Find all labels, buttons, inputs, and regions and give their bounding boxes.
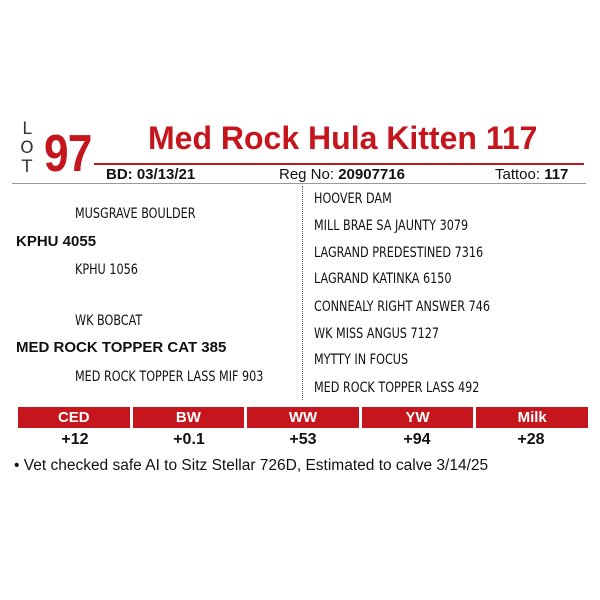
reg-value: 20907716 xyxy=(338,166,405,183)
epd-value-yw: +94 xyxy=(403,431,431,448)
birth-date-value: 03/13/21 xyxy=(136,166,196,183)
tattoo-label: Tattoo: xyxy=(495,166,541,183)
epd-header-row xyxy=(18,407,588,428)
title-underline xyxy=(94,163,584,165)
dam-sire: WK BOBCAT xyxy=(75,313,143,329)
epd-header-milk: Milk xyxy=(476,407,588,428)
pedigree-divider xyxy=(302,186,303,400)
lot-number: 97 xyxy=(44,125,92,183)
epd-value-ced: +12 xyxy=(61,431,89,448)
tattoo-value: 117 xyxy=(544,166,569,183)
epd-header-ww: WW xyxy=(247,407,362,428)
pedigree-right-7: MED ROCK TOPPER LASS 492 xyxy=(314,380,480,396)
epd-header-ced: CED xyxy=(18,407,133,428)
epd-header-bw: BW xyxy=(133,407,248,428)
birth-date xyxy=(106,166,195,183)
pedigree-right-1: MILL BRAE SA JAUNTY 3079 xyxy=(314,218,469,234)
dam: MED ROCK TOPPER CAT 385 xyxy=(16,339,227,356)
header-divider xyxy=(12,183,586,184)
pedigree-right-3: LAGRAND KATINKA 6150 xyxy=(314,271,452,287)
lot-letters xyxy=(20,120,34,177)
pedigree-right-5: WK MISS ANGUS 7127 xyxy=(314,326,440,342)
reg-label: Reg No: xyxy=(279,166,335,183)
dam-dam: MED ROCK TOPPER LASS MIF 903 xyxy=(75,369,264,385)
animal-name: Med Rock Hula Kitten 117 xyxy=(148,120,538,156)
lot-letter-t: T xyxy=(21,157,33,177)
epd-header-yw: YW xyxy=(362,407,477,428)
epd-table xyxy=(18,407,588,450)
pedigree-right-4: CONNEALY RIGHT ANSWER 746 xyxy=(314,299,490,315)
pedigree-right-2: LAGRAND PREDESTINED 7316 xyxy=(314,245,484,261)
lot-letter-l: L xyxy=(22,119,32,139)
sire-dam: KPHU 1056 xyxy=(75,262,138,278)
epd-value-milk: +28 xyxy=(517,431,545,448)
epd-value-ww: +53 xyxy=(289,431,317,448)
sire: KPHU 4055 xyxy=(16,233,97,250)
sire-sire: MUSGRAVE BOULDER xyxy=(75,206,196,222)
pedigree-right-0: HOOVER DAM xyxy=(314,191,392,207)
lot-note: • Vet checked safe AI to Sitz Stellar 726D, Estimated to calve 3/14/25 xyxy=(14,457,489,474)
epd-value-row xyxy=(18,428,588,450)
birth-date-label: BD: xyxy=(106,166,133,183)
registration-number xyxy=(279,166,405,183)
epd-value-bw: +0.1 xyxy=(173,431,205,448)
pedigree-right-6: MYTTY IN FOCUS xyxy=(314,352,409,368)
lot-letter-o: O xyxy=(20,138,34,158)
tattoo xyxy=(495,166,568,183)
